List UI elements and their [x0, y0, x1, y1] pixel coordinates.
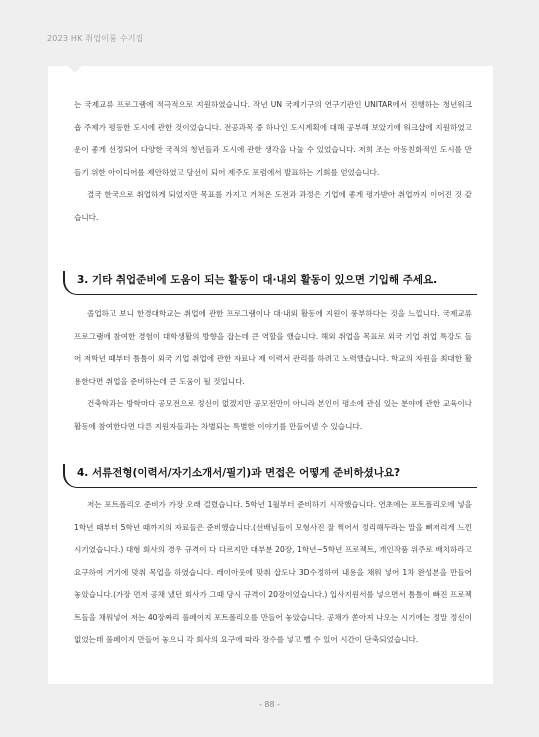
page-number: - 88 -: [258, 700, 281, 709]
section-3-paragraph-2: 건축학과는 방학마다 공모전으로 정신이 없겠지만 공모전만이 아니라 본인이 평소에 관심 있는 분야에 관한 교육이나 활동에 참여한다면 다른 지원자들과는 차별되는 특별한 이야기를 만들어낼 수 있습니다.: [74, 399, 472, 431]
section-4-heading-box: [63, 464, 477, 488]
section-3-heading: 3. 기타 취업준비에 도움이 되는 활동이 대·내외 활동이 있으면 기입해 주세요.: [77, 274, 438, 286]
intro-paragraph-2: 결국 한국으로 취업하게 되었지만 목표를 가지고 거쳐온 도전과 과정은 기업에 좋게 평가받아 취업까지 이어진 것 같습니다.: [74, 190, 472, 222]
intro-paragraph-1: 는 국제교류 프로그램에 적극적으로 지원하였습니다. 작년 UN 국제기구의 연구기관인 UNITAR에서 진행하는 청년워크숍 주제가 평등한 도시에 관한 것이었습니다. 전공과목 중 하나인 도시계획에 대해 공부해 보았기에 워크샵에 지원하였고 운이 좋게 선정되어 다양한 국적의 청년들과 도시에 관한 생각을 나눌 수 있었습니다. 저희 조는 아동친화적인 도시를 만들기 위한 아이디어를 제안하였고 당선이 되어 제주도 포럼에서 발표하는 기회를 얻었습니다.: [74, 100, 472, 177]
section-3-heading-box: [63, 271, 477, 295]
section-4-paragraph-1: 저는 포트폴리오 준비가 가장 오래 걸렸습니다. 5학년 1월부터 준비하기 시작했습니다. 연초에는 포트폴리오에 넣을 1학년 때부터 5학년 때까지의 자료들은 준비했습니다.(선배님들이 모형사진 잘 찍어서 정리해두라는 말을 뼈저리게 느낀 시기였습니다.) 대형 회사의 경우 규격이 다 다르지만 대부분 20장, 1학년~5학년 프로젝트, 개인작품 위주로 배치하라고 요구하여 거기에 맞춰 목업을 하였습니다. 레이아웃에 맞춰 삽도나 3D수정하여 내용을 채워 넣어 1차 완성본을 만들어 놓았습니다.(가장 먼저 공채 냈던 회사가 그때 당시 규격이 20장이었습니다.) 입사지원서를 넣으면서 틈틈이 빠진 프로젝트들을 채워넣어 저는 40장짜리 풀페이지 포트폴리오를 만들어 놓았습니다. 공채가 쏟아져 나오는 시기에는 정말 정신이 없었는데 풀페이지 만들어 놓으니 각 회사의 요구에 따라 장수를 넣고 뺄 수 있어 시간이 단축되었습니다.: [74, 500, 472, 644]
section-4-heading: 4. 서류전형(이력서/자기소개서/필기)과 면접은 어떻게 준비하셨나요?: [77, 467, 401, 479]
document-header-title: 2023 HK 취업이룸 수기집: [47, 34, 144, 43]
card-notch: [68, 66, 82, 73]
section-3-paragraph-1: 졸업하고 보니 한경대학교는 취업에 관한 프로그램이나 대·내외 활동에 지원이 풍부하다는 것을 느낍니다. 국제교류 프로그램에 참여한 경험이 대학생활의 방향을 잡는데 큰 역할을 했습니다. 해외 취업을 목표로 외국 기업 취업 특강도 들어 저학년 때부터 틈틈이 외국 기업 취업에 관한 자료나 제 이력서 관리를 하려고 노력했습니다. 학교의 자원을 최대한 활용한다면 취업을 준비하는데 큰 도움이 될 것입니다.: [74, 309, 472, 386]
